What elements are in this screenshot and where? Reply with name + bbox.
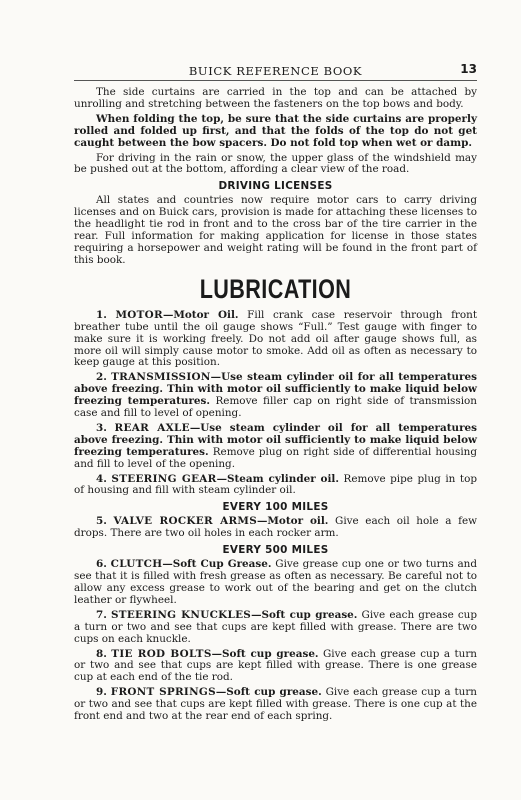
item-body: Remove pipe plug in top of housing and fill with steam cylinder oil. [74, 472, 477, 497]
every-500-miles-heading: EVERY 500 MILES [222, 544, 329, 557]
item-body: Fill crank case reservoir through front breather tube until the oil gauge shows “Full.” Test gauge with finger to make sure it is working freely. Do not add oil after gauge shows full, as more oil will simply cause motor to smoke. Add oil as often as necessary to keep gauge at this position. [74, 308, 478, 369]
item-lead: —Motor Oil. [162, 308, 239, 321]
lubrication-item [74, 516, 477, 540]
intro-paragraph-1: The side curtains are carried in the top and can be attached by unrolling and stretching between the fasteners on the top bows and body. [74, 86, 477, 110]
item-body: Give each oil hole a few drops. There are two oil holes in each rocker arm. [74, 515, 477, 540]
lubrication-item [74, 687, 477, 723]
lubrication-item [74, 559, 477, 607]
item-title: MOTOR [115, 308, 163, 321]
item-body: Remove plug on right side of differential housing and fill to level of the opening. [74, 445, 477, 470]
item-title: VALVE ROCKER ARMS [113, 515, 258, 528]
item-number: 5. [96, 515, 107, 528]
item-lead: —Soft cup grease. [215, 686, 322, 699]
item-body: Give grease cup one or two turns and see that it is filled with fresh grease as often as necessary. Be careful not to allow any excess grease to work out of the bearing and get on the clutch leather or flywheel. [74, 558, 477, 606]
item-number: 1. [96, 308, 107, 321]
every-100-miles-heading: EVERY 100 MILES [222, 501, 329, 514]
item-title: CLUTCH [110, 558, 163, 571]
item-title: TRANSMISSION [111, 371, 211, 384]
item-number: 6. [96, 558, 107, 571]
item-body: Give each grease cup a turn or two and see that cups are kept filled with grease. There are two cups on each knuckle. [74, 608, 478, 645]
item-title: STEERING GEAR [111, 472, 217, 485]
lubrication-item [74, 423, 477, 471]
running-header [74, 62, 477, 81]
item-title: REAR AXLE [114, 421, 190, 434]
item-number: 2. [96, 371, 107, 384]
item-lead: —Steam cylinder oil. [216, 472, 339, 485]
running-title: BUICK REFERENCE BOOK [188, 64, 363, 78]
item-number: 4. [96, 472, 107, 485]
lubrication-item [74, 372, 477, 420]
lubrication-heading: LUBRICATION [199, 273, 352, 304]
item-body: Remove filler cap on right side of transmission case and fill to level of opening. [74, 395, 477, 420]
driving-licenses-paragraph: All states and countries now require motor cars to carry driving licenses and on Buick cars, provision is made for attaching these licenses to the headlight tie rod in front and to the cross bar of the tire carrier in the rear. Full information for making application for license in those states requiring a horsepower and weight rating will be found in the front part of this book. [74, 194, 477, 266]
item-lead: —Soft Cup Grease. [162, 558, 272, 571]
item-body: Give each grease cup a turn or two and see that cups are kept filled with grease. There is one grease cup at each end of the tie rod. [74, 647, 477, 684]
item-title: TIE ROD BOLTS [111, 647, 212, 660]
item-title: STEERING KNUCKLES [111, 608, 252, 621]
item-title: FRONT SPRINGS [110, 686, 216, 699]
lubrication-item [74, 610, 477, 646]
item-lead: —Soft cup grease. [251, 608, 358, 621]
item-lead: —Use steam cylinder oil for all temperatures above freezing. Thin with motor oil sufficiently to make liquid below freezing temperatures. [74, 371, 477, 408]
item-lead: —Soft cup grease. [211, 647, 319, 660]
item-body: Give each grease cup a turn or two and see that cups are kept filled with grease. There is one cup at the front end and two at the rear end of each spring. [74, 686, 477, 723]
item-lead: —Motor oil. [257, 515, 329, 528]
lubrication-item [74, 310, 477, 370]
item-lead: —Use steam cylinder oil for all temperatures above freezing. Thin with motor oil sufficiently to make liquid below freezing temperatures. [74, 421, 478, 458]
item-number: 9. [96, 686, 107, 699]
lubrication-item [74, 649, 477, 685]
lubrication-item [74, 474, 477, 498]
item-number: 7. [96, 608, 107, 621]
item-number: 3. [96, 421, 107, 434]
page-number: 13 [460, 62, 477, 76]
intro-paragraph-2: When folding the top, be sure that the side curtains are properly rolled and folded up first, and that the folds of the top do not get caught between the bow spacers. Do not fold top when wet or damp. [74, 112, 477, 149]
driving-licenses-heading: DRIVING LICENSES [218, 180, 333, 193]
intro-paragraph-3: For driving in the rain or snow, the upper glass of the windshield may be pushed out at the bottom, affording a clear view of the road. [74, 151, 477, 176]
item-number: 8. [96, 647, 107, 660]
